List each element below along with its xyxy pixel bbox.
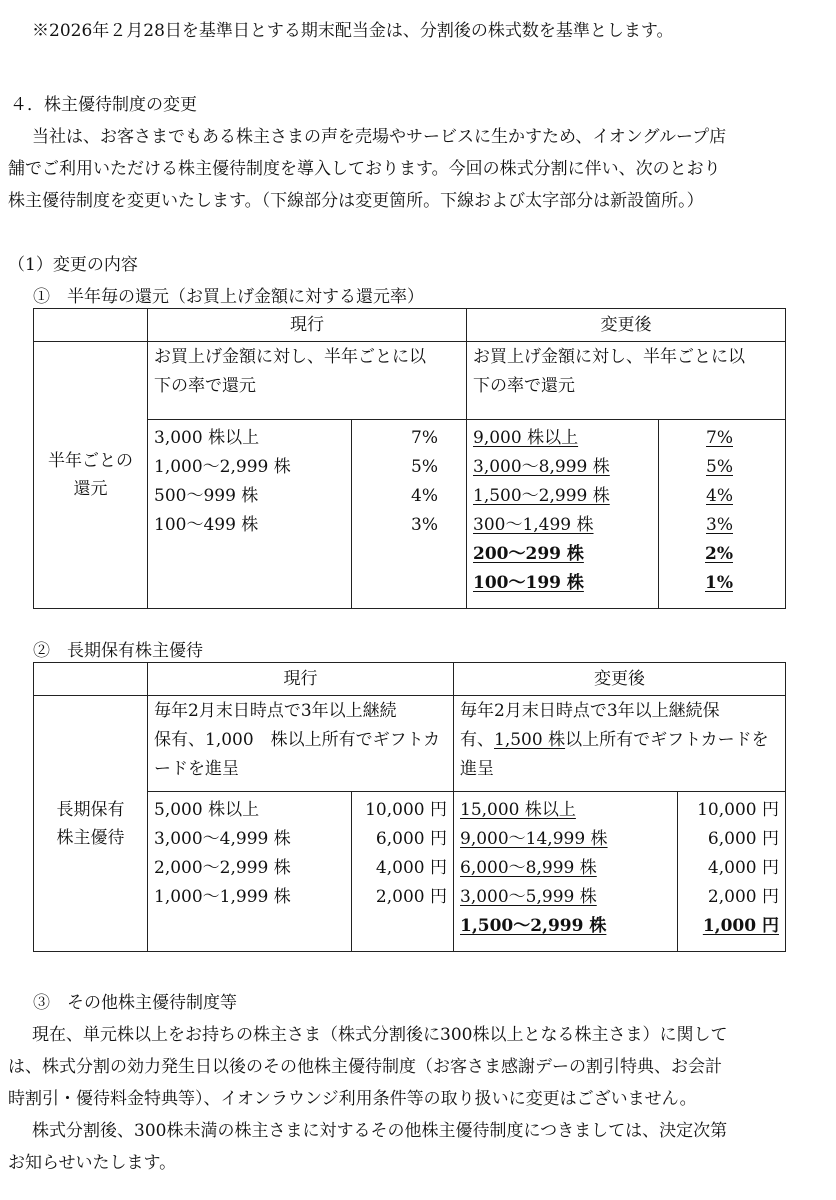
table-2-new-amounts [678,792,786,952]
table-1-current-rate: 7% [411,428,438,448]
table-1-new-range: 300～1,499 株 [473,515,594,535]
table-1-new-ranges [467,420,659,609]
new-minimum-shares: 1,500 株 [494,730,566,750]
table-2-current-amount: 2,000 円 [375,887,447,907]
section-4-paragraph-line-2: 舗でご利用いただける株主優待制度を導入しております。今回の株式分割に伴い、次のとおり [8,159,721,179]
table-2-current-range: 3,000～4,999 株 [154,829,291,849]
table-2-new-amount: 1,000 円 [702,916,779,936]
table-2-new-range: 15,000 株以上 [460,800,576,820]
table-1-new-rates [659,420,786,609]
table-1-current-range: 3,000 株以上 [154,428,260,448]
table-1-row-label: 半年ごとの 還元 [34,342,148,609]
table-2-new-description: 毎年2月末日時点で3年以上継続保 有、1,500 株以上所有でギフトカードを 進呈 [454,696,786,792]
table-1-current-rate: 4% [411,486,438,506]
table-1-header-new: 変更後 [467,309,786,342]
table-1-corner-cell [34,309,148,342]
table-2-caption: ② 長期保有株主優待 [33,641,203,661]
table-2-current-description: 毎年2月末日時点で3年以上継続 保有、1,000 株以上所有でギフトカ ードを進呈 [148,696,454,792]
table-2-new-range: 3,000～5,999 株 [460,887,597,907]
section-3-para2-line-1: 株式分割後、300株未満の株主さまに対するその他株主優待制度につきましては、決定次第 [32,1121,728,1141]
table-2-new-amount: 6,000 円 [707,829,779,849]
table-1-new-rate: 1% [705,573,733,593]
table-1-new-range: 200～299 株 [473,544,584,564]
table-1-new-rate: 2% [705,544,733,564]
section-3-para2-line-2: お知らせいたします。 [8,1153,177,1173]
table-2-new-amount: 2,000 円 [707,887,779,907]
table-2-current-range: 5,000 株以上 [154,800,260,820]
section-3-para1-line-1: 現在、単元株以上をお持ちの株主さま（株式分割後に300株以上となる株主さま）に関して [32,1025,728,1045]
table-1-caption: ① 半年毎の還元（お買上げ金額に対する還元率） [33,287,424,307]
table-1-header-current: 現行 [148,309,467,342]
table-2-current-amount: 6,000 円 [375,829,447,849]
semiannual-rebate-table [33,308,786,609]
table-2-current-range: 2,000～2,999 株 [154,858,291,878]
table-1-new-rate: 5% [706,457,733,477]
table-1-new-rate: 3% [706,515,733,535]
table-2-current-range: 1,000～1,999 株 [154,887,291,907]
table-1-new-rate: 4% [706,486,733,506]
table-2-new-range: 1,500～2,999 株 [460,916,607,936]
table-2-new-amount: 4,000 円 [707,858,779,878]
table-2-new-ranges [454,792,678,952]
table-1-new-range: 3,000～8,999 株 [473,457,610,477]
subsection-1-heading: （1）変更の内容 [8,255,138,275]
table-1-current-range: 500～999 株 [154,486,259,506]
dividend-note: ※2026年２月28日を基準日とする期末配当金は、分割後の株式数を基準とします。 [32,21,674,41]
table-2-header-current: 現行 [148,663,454,696]
table-1-new-range: 1,500～2,999 株 [473,486,610,506]
long-term-holder-table [33,662,786,952]
section-3-para1-line-3: 時割引・優待料金特典等）、イオンラウンジ利用条件等の取り扱いに変更はございません。 [8,1089,697,1109]
table-1-current-rate: 3% [411,515,438,535]
table-1-current-rate: 5% [411,457,438,477]
section-4-paragraph-line-1: 当社は、お客さまでもある株主さまの声を売場やサービスに生かすため、イオングループ店 [32,127,727,147]
table-1-current-ranges [148,420,352,609]
table-2-new-range: 6,000～8,999 株 [460,858,597,878]
table-2-corner-cell [34,663,148,696]
table-1-new-description: お買上げ金額に対し、半年ごとに以 下の率で還元 [467,342,786,420]
table-1-current-description: お買上げ金額に対し、半年ごとに以 下の率で還元 [148,342,467,420]
table-2-new-amount: 10,000 円 [697,800,779,820]
table-2-new-range: 9,000～14,999 株 [460,829,608,849]
section-4-paragraph-line-3: 株主優待制度を変更いたします。（下線部分は変更箇所。下線および太字部分は新設箇所。） [8,191,704,211]
table-1-new-range: 100～199 株 [473,573,584,593]
table-2-row-label: 長期保有 株主優待 [34,696,148,952]
table-1-new-range: 9,000 株以上 [473,428,579,448]
section-4-heading: ４．株主優待制度の変更 [10,95,197,115]
table-1-current-range: 100～499 株 [154,515,259,535]
table-1-new-rate: 7% [706,428,733,448]
table-2-current-ranges [148,792,352,952]
table-1-current-rates [352,420,467,609]
section-3-heading: ③ その他株主優待制度等 [33,993,237,1013]
section-3-para1-line-2: は、株式分割の効力発生日以後のその他株主優待制度（お客さま感謝デーの割引特典、お会計 [8,1057,722,1077]
table-2-current-amount: 10,000 円 [365,800,447,820]
table-2-current-amount: 4,000 円 [375,858,447,878]
table-2-header-new: 変更後 [454,663,786,696]
table-2-current-amounts [352,792,454,952]
table-1-current-range: 1,000～2,999 株 [154,457,291,477]
